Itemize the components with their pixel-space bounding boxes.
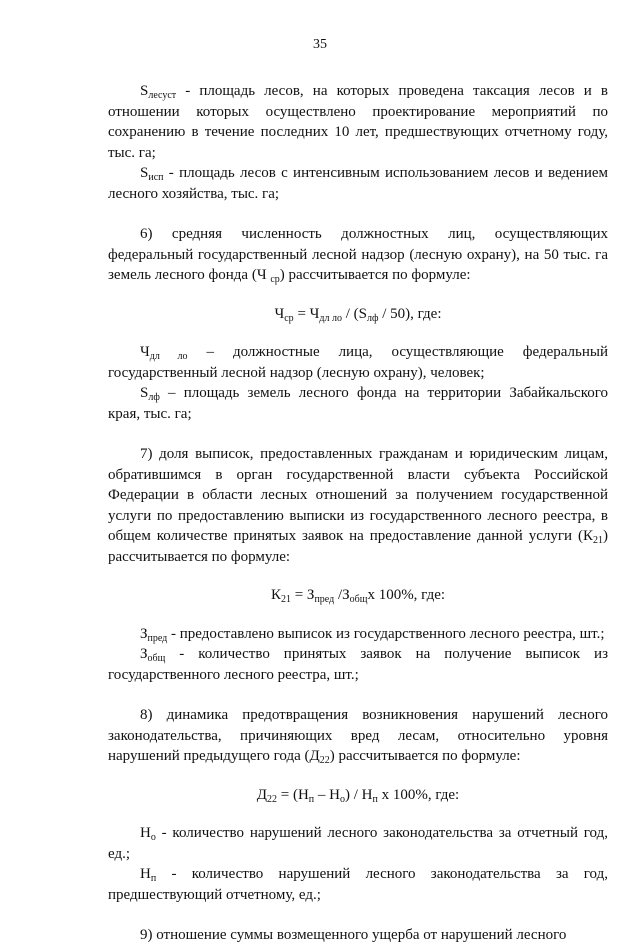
item-7-paragraph: 7) доля выписок, предоставленных гражданам и юридическим лицам, обратившимся в орган государственной власти субъекта Российской Федерации в области лесных отношений за получением государственной услуги по предоставлению выписки из государственного лесного реестра, в общем количестве принятых заявок на предоставление данной услуги $(К_{21})$ рассчитывается по формуле: (108, 446, 608, 565)
definition-n-o: $Н_о$ - количество нарушений лесного законодательства за отчетный год, ед.; (108, 825, 608, 862)
item-8-paragraph: 8) динамика предотвращения возникновения нарушений лесного законодательства, причиняющих вред лесам, относительно уровня нарушений предыдущего года $(Д_{22})$ рассчитывается по формуле: (108, 707, 608, 766)
definition-z-obsh: $З_{общ}$ - количество принятых заявок на получение выписок из государственного лесного реестра, шт.; (108, 646, 608, 683)
definition-z-pred: $З_{пред}$ - предоставлено выписок из государственного лесного реестра, шт.; (140, 625, 605, 644)
formula-item-6: $Ч_{ср} = Ч_{дл ло} / (S_{лф} / 50)$, где: (274, 305, 442, 324)
formula-item-7: $К_{21} = З_{пред}$ $/З_{общ}х$ 100%, где: (270, 587, 446, 605)
page-number: 35 (313, 37, 327, 52)
definition-n-p: $Н_п$ - количество нарушений лесного законодательства за год, предшествующий отчетному, ед.; (108, 866, 608, 903)
definition-ch-dl-lo: $Ч_{дл ло}$ – должностные лица, осуществляющие федеральный государственный лесной надзор (лесную охрану), человек; (108, 344, 608, 381)
item-9-paragraph: 9) отношение суммы возмещенного ущерба от нарушений лесного (140, 927, 567, 943)
formula-item-8: $Д_{22} = (Н_п - Н_о) / Н_п$ х 100%, где: (256, 786, 460, 805)
document-body (108, 81, 608, 946)
definition-s-isp: $S_{исп}$ - площадь лесов с интенсивным использованием лесов и ведением лесного хозяйства, тыс. га; (108, 165, 608, 202)
item-6-paragraph: 6) средняя численность должностных лиц, осуществляющих федеральный государственный лесной надзор (лесную охрану), на 50 тыс. га земель лесного фонда (Ч $_{ср}$) рассчитывается по формуле: (108, 226, 608, 285)
definition-s-lf: $S_{лф}$ – площадь земель лесного фонда на территории Забайкальского края, тыс. га; (108, 385, 608, 422)
definition-s-lesust: $S_{лесуст}$ - площадь лесов, на которых проведена таксация лесов и в отношении которых осуществлено проектирование мероприятий по сохранению в течение последних 10 лет, предшествующих отчетному году, тыс. га; (108, 83, 608, 161)
